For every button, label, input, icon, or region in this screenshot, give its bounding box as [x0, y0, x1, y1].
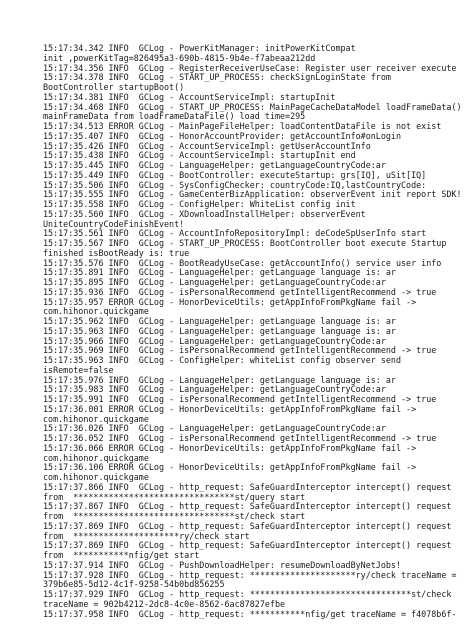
log-line: 15:17:37.914 INFO GCLog - PushDownloadHelper: resumeDownloadByNetJobs! [43, 559, 401, 570]
log-line: from ********************************st/check start [43, 511, 306, 521]
log-line: 15:17:35.558 INFO GCLog - ConfigHelper: WhiteList config init [43, 199, 356, 209]
log-line: 15:17:35.991 INFO GCLog - isPersonalRecommend getIntelligentRecommend -> true [43, 394, 437, 404]
log-line: com.hihonor.quickgame [43, 452, 149, 463]
log-line: 15:17:35.445 INFO GCLog - LanguageHelper: getLanguageCountryCode:ar [43, 160, 386, 170]
log-line: 15:17:35.969 INFO GCLog - isPersonalRecommend getIntelligentRecommend -> true [43, 345, 437, 356]
log-line: 15:17:35.983 INFO GCLog - LanguageHelper: getLanguageCountryCode:ar [43, 384, 386, 395]
log-line: com.hihonor.quickgame [43, 472, 149, 482]
log-line: mainFrameData from loadFrameDataFile() load time=295 [43, 111, 306, 122]
log-line: UniteCountryCodeFinishEvent! [43, 218, 185, 229]
log-line: from ********************************st/query start [43, 491, 306, 502]
log-line: 15:17:35.963 INFO GCLog - LanguageHelper: getLanguage language is: ar [43, 325, 396, 336]
log-line: init ,powerKitTag=826495a3-690b-4815-9b4e-f7abeaa212dd [43, 52, 316, 63]
log-line: isRemote=false [43, 364, 114, 375]
log-line: BootController startupBoot() [43, 82, 185, 92]
log-line: 15:17:35.561 INFO GCLog - AccountInfoRepositoryImpl: deCodeSpUserInfo start [43, 228, 427, 239]
log-line: 15:17:35.957 ERROR GCLog - HonorDeviceUtils: getAppInfoFromPkgName fail -> [43, 296, 417, 307]
log-line: 15:17:35.506 INFO GCLog - SysConfigChecker: countryCode:IQ,lastCountryCode: [43, 179, 427, 190]
log-line: 15:17:35.567 INFO GCLog - START_UP_PROCESS: BootController boot execute Startup [43, 238, 447, 248]
log-line: 15:17:37.958 INFO GCLog - http_request: ***********nfig/get traceName = f4078b6f- [43, 608, 457, 619]
log-line: 15:17:36.066 ERROR GCLog - HonorDeviceUtils: getAppInfoFromPkgName fail -> [43, 442, 417, 453]
log-line: 15:17:37.866 INFO GCLog - http_request: SafeGuardInterceptor intercept() request [43, 481, 452, 492]
log-line: finished isBootReady is: true [43, 247, 190, 258]
log-line: 15:17:34.468 INFO GCLog - START_UP_PROCESS: MainPageCacheDataModel loadFrameData() [43, 101, 462, 112]
log-line: 15:17:35.449 INFO GCLog - BootController: executeStartup: grs[IQ], uSit[IQ] [43, 169, 427, 180]
log-line: 15:17:37.869 INFO GCLog - http_request: SafeGuardInterceptor intercept() request [43, 520, 452, 531]
log-line: 15:17:36.026 INFO GCLog - LanguageHelper: getLanguageCountryCode:ar [43, 423, 386, 434]
log-line: 15:17:35.976 INFO GCLog - LanguageHelper: getLanguage language is: ar [43, 374, 396, 385]
log-line: 15:17:36.052 INFO GCLog - isPersonalRecommend getIntelligentRecommend -> true [43, 433, 437, 443]
log-line: 15:17:34.342 INFO GCLog - PowerKitManager: initPowerKitCompat [43, 43, 356, 53]
log-line: com.hihonor.quickgame [43, 306, 149, 317]
log-line: 15:17:35.895 INFO GCLog - LanguageHelper: getLanguageCountryCode:ar [43, 277, 386, 287]
log-line: from ***********nfig/get start [43, 550, 200, 560]
log-line: 15:17:34.513 ERROR GCLog - MainPageFileHelper: loadContentDataFile is not exist [43, 121, 442, 131]
log-line: traceName = 902b4212-2dc8-4c0e-8562-6ac87827efbe [43, 598, 286, 609]
log-line: 15:17:37.929 INFO GCLog - http_request: ********************************st/check [43, 589, 452, 599]
log-line: 15:17:36.106 ERROR GCLog - HonorDeviceUtils: getAppInfoFromPkgName fail -> [43, 462, 417, 473]
log-line: 15:17:35.962 INFO GCLog - LanguageHelper: getLanguage language is: ar [43, 316, 396, 326]
log-line: from *********************ry/check start [43, 530, 250, 541]
log-line: 15:17:37.867 INFO GCLog - http_request: SafeGuardInterceptor intercept() request [43, 501, 452, 512]
log-line: 15:17:37.869 INFO GCLog - http_request: SafeGuardInterceptor intercept() request [43, 540, 452, 551]
log-line: 15:17:34.381 INFO GCLog - AccountServiceImpl: startupInit [43, 91, 336, 102]
log-line: 15:17:37.928 INFO GCLog - http_request: *********************ry/check traceName = [43, 569, 457, 580]
log-line: 15:17:35.963 INFO GCLog - ConfigHelper: whiteList config observer send [43, 355, 401, 365]
log-line: 15:17:34.356 INFO GCLog - RegisterReceiverUseCase: Register user receiver execute [43, 62, 457, 73]
log-line: 15:17:35.426 INFO GCLog - AccountServiceImpl: getUserAccountInfo [43, 140, 371, 151]
log-line: 15:17:35.936 INFO GCLog - isPersonalRecommend getIntelligentRecommend -> true [43, 286, 437, 297]
log-line: 15:17:36.001 ERROR GCLog - HonorDeviceUtils: getAppInfoFromPkgName fail -> [43, 403, 417, 414]
log-line: 15:17:35.407 INFO GCLog - HonorAccountProvider: getAccountInfo#onLogin [43, 130, 401, 141]
log-line: 15:17:35.555 INFO GCLog - GameCenterBizApplication: observerEvent init report SDK! [43, 189, 462, 200]
log-line: 15:17:35.891 INFO GCLog - LanguageHelper: getLanguage language is: ar [43, 267, 396, 278]
log-line: 15:17:35.438 INFO GCLog - AccountServiceImpl: startupInit end [43, 150, 356, 161]
log-line: 15:17:34.378 INFO GCLog - START_UP_PROCESS: checkSignLoginState from [43, 72, 391, 83]
log-line: 15:17:35.576 INFO GCLog - BootReadyUseCase: getAccountInfo() service user info [43, 257, 442, 268]
log-line: 15:17:35.560 INFO GCLog - XDownloadInstallHelper: observerEvent [43, 208, 366, 219]
log-line: 379b6e85-5d12-4c1f-9258-54b0bd856255 [43, 579, 225, 590]
log-line: 15:17:35.966 INFO GCLog - LanguageHelper: getLanguageCountryCode:ar [43, 335, 386, 346]
log-line: com.hihonor.quickgame [43, 413, 149, 424]
